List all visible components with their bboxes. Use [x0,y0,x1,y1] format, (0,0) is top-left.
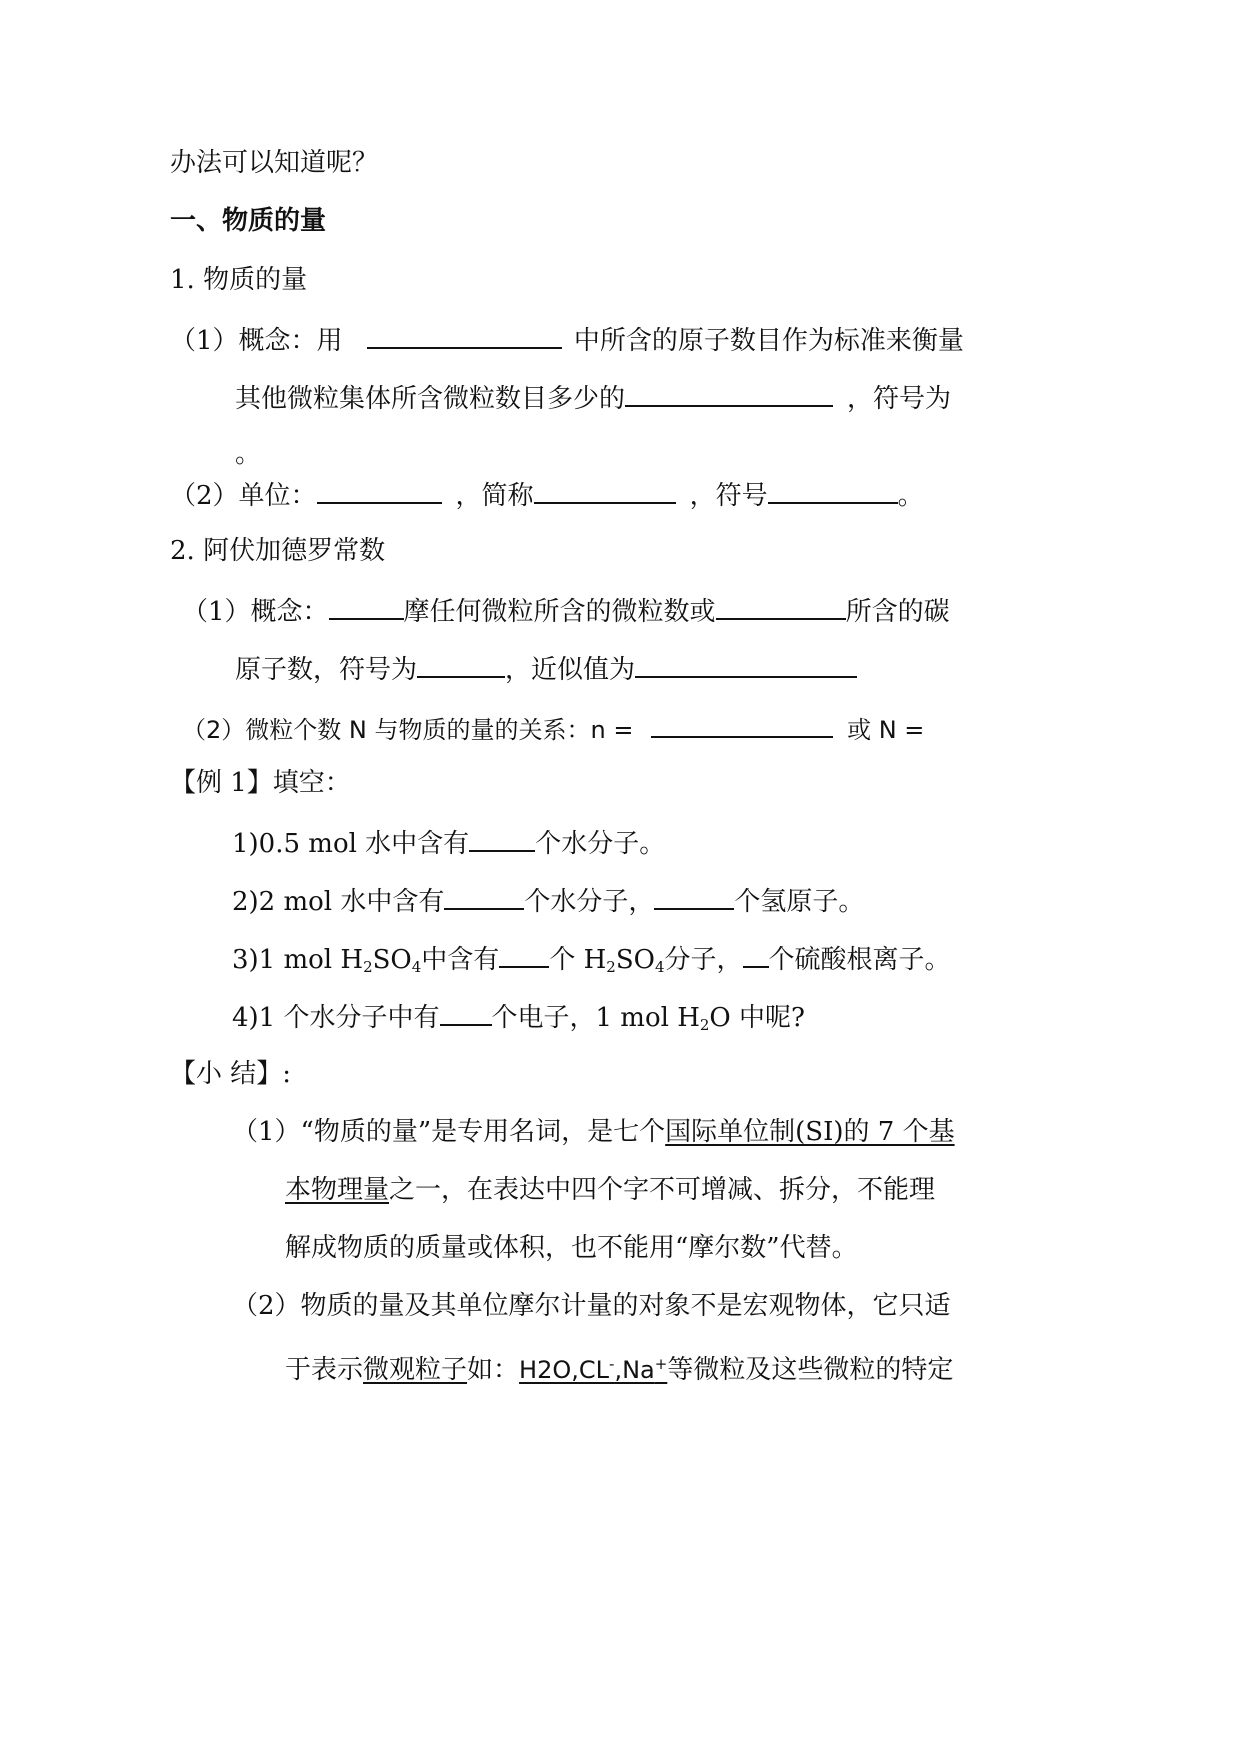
text: 个硫酸根离子。 [768,945,951,975]
text: O 中呢? [709,1003,805,1033]
fill-blank[interactable] [444,882,524,910]
text: 个水分子。 [535,829,666,859]
fill-blank[interactable] [743,940,769,968]
fill-blank[interactable] [651,710,833,738]
text: 中所含的原子数目作为标准来衡量 [573,326,964,356]
underlined-term: 微观粒子 [363,1355,468,1385]
intro-tail: 办法可以知道呢？ [170,148,379,178]
text: （1）“物质的量”是专用名词，是七个 [232,1117,666,1147]
s2-concept-line2 [235,650,857,687]
text: 个水分子， [524,887,655,917]
fill-blank[interactable] [317,476,442,504]
text: 1)0.5 mol 水中含有 [232,829,470,859]
subscript: 2 [606,958,616,976]
text: 分子， [664,945,743,975]
text: （1）概念：用 [170,326,343,356]
text: H2O,CL [519,1356,610,1384]
section-title: 一、物质的量 [170,206,327,236]
text: 。 [897,481,924,511]
underlined-term: 本物理量 [285,1175,390,1205]
text: （1）概念： [182,597,329,627]
text: ，简称 [455,481,534,511]
subscript: 2 [699,1016,710,1034]
example-q2 [232,882,864,919]
s2-heading: 2. 阿伏加德罗常数 [170,536,386,566]
s1-heading: 1. 物质的量 [170,265,308,295]
s1-concept-line1 [170,321,964,358]
text: 摩任何微粒所含的微粒数或 [403,597,716,627]
subscript: 2 [363,958,373,976]
text: 于表示 [285,1355,364,1385]
text: ，符号 [689,481,768,511]
subscript: 4 [654,958,665,976]
text: 之一，在表达中四个字不可增减、拆分，不能理 [389,1175,936,1205]
text: SO [615,945,655,975]
text: 3)1 mol H [232,945,364,975]
fill-blank[interactable] [635,650,857,678]
summary-p1-line1 [232,1115,955,1149]
s1-unit-line [170,476,924,513]
example-title: 【例 1】填空： [170,768,351,798]
fill-blank[interactable] [469,824,535,852]
summary-p2-line2 [285,1347,953,1387]
fill-blank[interactable] [440,998,492,1026]
text: 原子数，符号为 [235,655,418,685]
fill-blank[interactable] [768,476,898,504]
summary-p1-line2 [285,1173,935,1207]
text: 如： [467,1355,520,1385]
fill-blank[interactable] [367,321,562,349]
fill-blank[interactable] [534,476,676,504]
text: 其他微粒集体所含微粒数目多少的 [235,384,626,414]
text: ,Na [614,1356,655,1384]
example-q3 [232,940,951,984]
summary-p1-line3: 解成物质的质量或体积，也不能用“摩尔数”代替。 [285,1233,858,1263]
s1-concept-line3: 。 [235,439,262,469]
text: 个氢原子。 [734,887,865,917]
s2-concept-line1 [182,592,950,629]
summary-p2-line1: （2）物质的量及其单位摩尔计量的对象不是宏观物体，它只适 [232,1291,951,1321]
text: 等微粒及这些微粒的特定 [667,1355,954,1385]
fill-blank[interactable] [716,592,846,620]
text: （2）微粒个数 N 与物质的量的关系：n = [182,716,634,744]
underlined-formula [519,1356,667,1384]
text: 或 N = [847,716,925,744]
fill-blank[interactable] [625,379,833,407]
s1-concept-line2 [235,379,951,416]
underlined-term: 国际单位制(SI)的 7 个基 [665,1117,955,1147]
text: 个 H [549,945,607,975]
text: SO [372,945,412,975]
text: 所含的碳 [845,597,950,627]
fill-blank[interactable] [329,592,404,620]
fill-blank[interactable] [417,650,505,678]
text: 4)1 个水分子中有 [232,1003,440,1033]
text: （2）单位： [170,481,317,511]
s2-relation-line [182,710,924,747]
text: 个电子，1 mol H [491,1003,700,1033]
subscript: 4 [411,958,422,976]
summary-title: 【小 结】: [170,1059,292,1089]
text: ，符号为 [847,384,952,414]
text: 2)2 mol 水中含有 [232,887,445,917]
text: ，近似值为 [505,655,636,685]
fill-blank[interactable] [654,882,734,910]
example-q4 [232,998,805,1042]
text: 中含有 [421,945,500,975]
fill-blank[interactable] [499,940,549,968]
example-q1 [232,824,665,861]
superscript: - [609,1355,615,1373]
superscript: + [654,1355,668,1373]
